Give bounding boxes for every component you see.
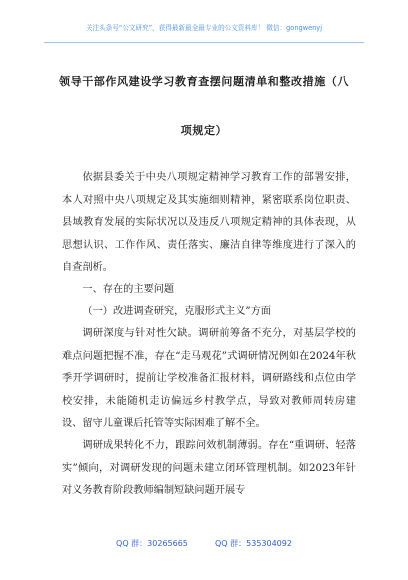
intro-paragraph-block <box>62 167 356 280</box>
section-heading: 一、存在的主要问题 <box>82 284 175 295</box>
footer-qq-group-1: QQ 群：30265665 <box>116 539 188 548</box>
document-title-line-2: 项规定） <box>180 124 228 137</box>
document-title-line-1: 领导干部作风建设学习教育查摆问题清单和整改措施（八 <box>59 75 349 88</box>
paragraph-3: 调研成果转化不力，跟踪问效机制薄弱。存在“重调研、轻落实”倾向，对调研发现的问题未建立闭环管理机制。如2023年针对义务教育阶段教师编制短缺问题开展专 <box>62 440 356 497</box>
intro-paragraph: 依据县委关于中央八项规定精神学习教育工作的部署安排，本人对照中央八项规定及其实施细则精神，紧密联系岗位职责、县域教育发展的实际状况以及违反八项规定精神的具体表现，从思想认识、工作作风、责任落实、廉洁自律等维度进行了深入的自查剖析。 <box>62 172 356 274</box>
paragraph-3-block <box>62 435 356 503</box>
header-banner: 关注头条号“公文研究”，获得最新最全最专业的公文资料库！ 微信：gongwenyj <box>85 24 323 32</box>
paragraph-2-block <box>62 323 356 436</box>
header-divider <box>44 42 364 43</box>
sub-heading: （一）改进调查研究，克服形式主义”方面 <box>82 306 271 317</box>
footer-contact <box>0 538 408 549</box>
paragraph-2: 调研深度与针对性欠缺。调研前筹备不充分，对基层学校的难点问题把握不准，存在“走马观花”式调研情况例如在2024年秋季开学调研时，提前让学校准备汇报材料，调研路线和点位由学校安排，未能随机走访偏远乡村教学点，导致对教师周转房建设、留守儿童课后托管等实际困难了解不全。 <box>62 328 356 430</box>
sub-heading-block <box>62 301 356 324</box>
footer-qq-group-2: QQ 群：535304092 <box>215 539 292 548</box>
section-heading-block <box>62 279 356 302</box>
